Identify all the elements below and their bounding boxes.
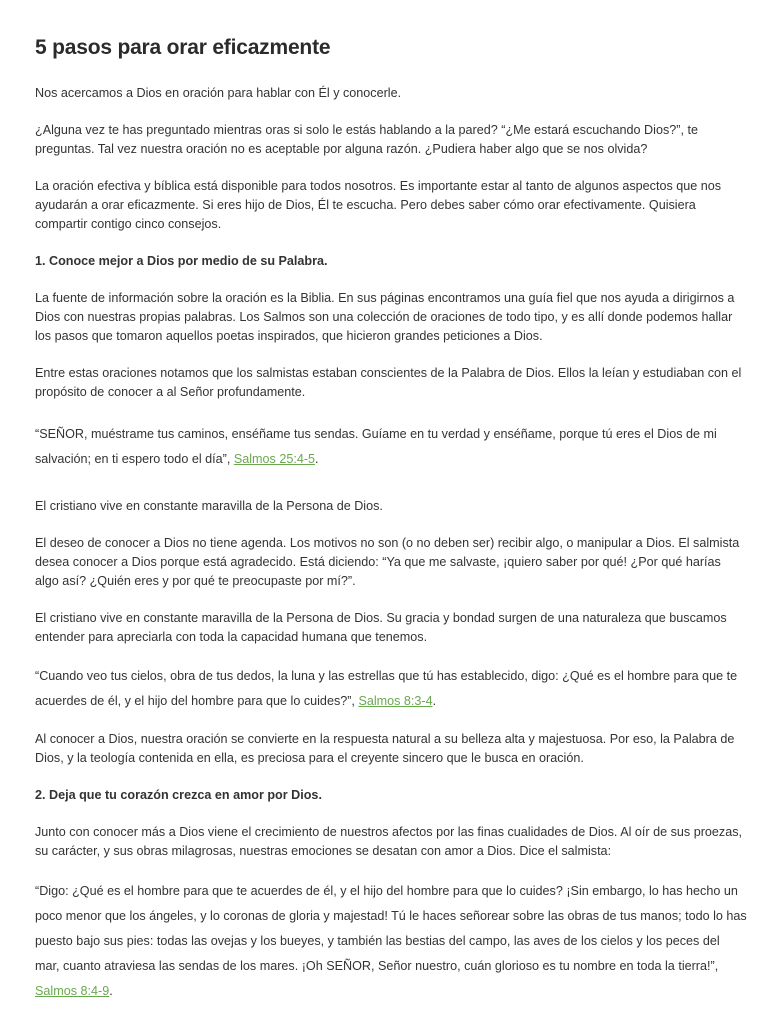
quote-end-punctuation: .	[315, 452, 319, 466]
step-2-heading: 2. Deja que tu corazón crezca en amor por Dios.	[35, 788, 322, 802]
effective-prayer-paragraph: La oración efectiva y bíblica está disponible para todos nosotros. Es importante estar al tanto de algunos aspectos que nos ayudarán a orar eficazmente. Si eres hijo de Dios, Él te escucha. Pero debes saber cómo orar efectivamente. Quisiera compartir contigo cinco consejos.	[35, 179, 722, 231]
psalmists-paragraph: Entre estas oraciones notamos que los salmistas estaban conscientes de la Palabra de Dios. Ellos la leían y estudiaban con el propósito de conocer a al Señor profundamente.	[35, 366, 742, 399]
bible-source-paragraph: La fuente de información sobre la oración es la Biblia. En sus páginas encontramos una guía fiel que nos ayuda a dirigirnos a Dios con nuestras propias palabras. Los Salmos son una colección de oraciones de todo tipo, y es allí donde podemos hallar los pasos que tomaron aquellos poetas inspirados, que hicieron grandes peticiones a Dios.	[35, 291, 735, 343]
grace-paragraph: El cristiano vive en constante maravilla de la Persona de Dios. Su gracia y bondad surgen de una naturaleza que buscamos entender para apreciarla con toda la capacidad humana que tenemos.	[35, 611, 727, 644]
desire-paragraph: El deseo de conocer a Dios no tiene agenda. Los motivos no son (o no deben ser) recibir algo, o manipular a Dios. El salmista desea conocer a Dios porque está agradecido. Está diciendo: “Ya que me salvaste, ¡quiero saber por qué! ¿Por qué harías algo así? ¿Quién eres y por qué te preocupaste por mí?”.	[35, 536, 740, 588]
quote-end-punctuation: .	[109, 984, 113, 998]
article-title: 5 pasos para orar eficazmente	[35, 36, 331, 59]
quote-text: “Digo: ¿Qué es el hombre para que te acuerdes de él, y el hijo del hombre para que lo cuides? ¡Sin embargo, lo has hecho un poco menor que los ángeles, y lo coronas de gloria y majestad! Tú le haces señorear sobre las obras de tus manos; todo lo has puesto bajo sus pies: todas las ovejas y los bueyes, y también las bestias del campo, las aves de los cielos y los peces del mar, cuanto atraviesa las sendas de los mares. ¡Oh SEÑOR, Señor nuestro, cuán glorioso es tu nombre en toda la tierra!”,	[35, 884, 747, 973]
wonder-paragraph: El cristiano vive en constante maravilla de la Persona de Dios.	[35, 499, 383, 513]
bible-reference-link[interactable]: Salmos 25:4-5	[233, 452, 316, 466]
bible-reference-link[interactable]: Salmos 8:3-4	[358, 694, 433, 708]
quote-text: “Cuando veo tus cielos, obra de tus dedos, la luna y las estrellas que tú has establecido, digo: ¿Qué es el hombre para que te acuerdes de él, y el hijo del hombre para que lo cuides?”,	[35, 669, 738, 708]
quote-psalm-8-4	[35, 879, 747, 1004]
affection-paragraph: Junto con conocer más a Dios viene el crecimiento de nuestros afectos por las finas cualidades de Dios. Al oír de sus proezas, su carácter, y sus obras milagrosas, nuestras emociones se desatan con amor a Dios. Dice el salmista:	[35, 825, 743, 858]
quote-psalm-8-3	[35, 664, 747, 714]
beauty-paragraph: Al conocer a Dios, nuestra oración se convierte en la respuesta natural a su belleza alta y majestuosa. Por eso, la Palabra de Dios, y la teología contenida en ella, es preciosa para el creyente sincero que le busca en oración.	[35, 732, 735, 765]
bible-reference-link[interactable]: Salmos 8:4-9	[35, 984, 110, 998]
question-paragraph: ¿Alguna vez te has preguntado mientras oras si solo le estás hablando a la pared? “¿Me estará escuchando Dios?”, te preguntas. Tal vez nuestra oración no es aceptable por alguna razón. ¿Pudiera haber algo que se nos olvida?	[35, 123, 698, 156]
quote-end-punctuation: .	[432, 694, 437, 708]
quote-psalm-25	[35, 422, 747, 472]
intro-paragraph: Nos acercamos a Dios en oración para hablar con Él y conocerle.	[35, 86, 402, 100]
quote-text: “SEÑOR, muéstrame tus caminos, enséñame tus sendas. Guíame en tu verdad y enséñame, porque tú eres el Dios de mi salvación; en ti espero todo el día”,	[35, 427, 717, 466]
step-1-heading: 1. Conoce mejor a Dios por medio de su Palabra.	[35, 254, 328, 268]
